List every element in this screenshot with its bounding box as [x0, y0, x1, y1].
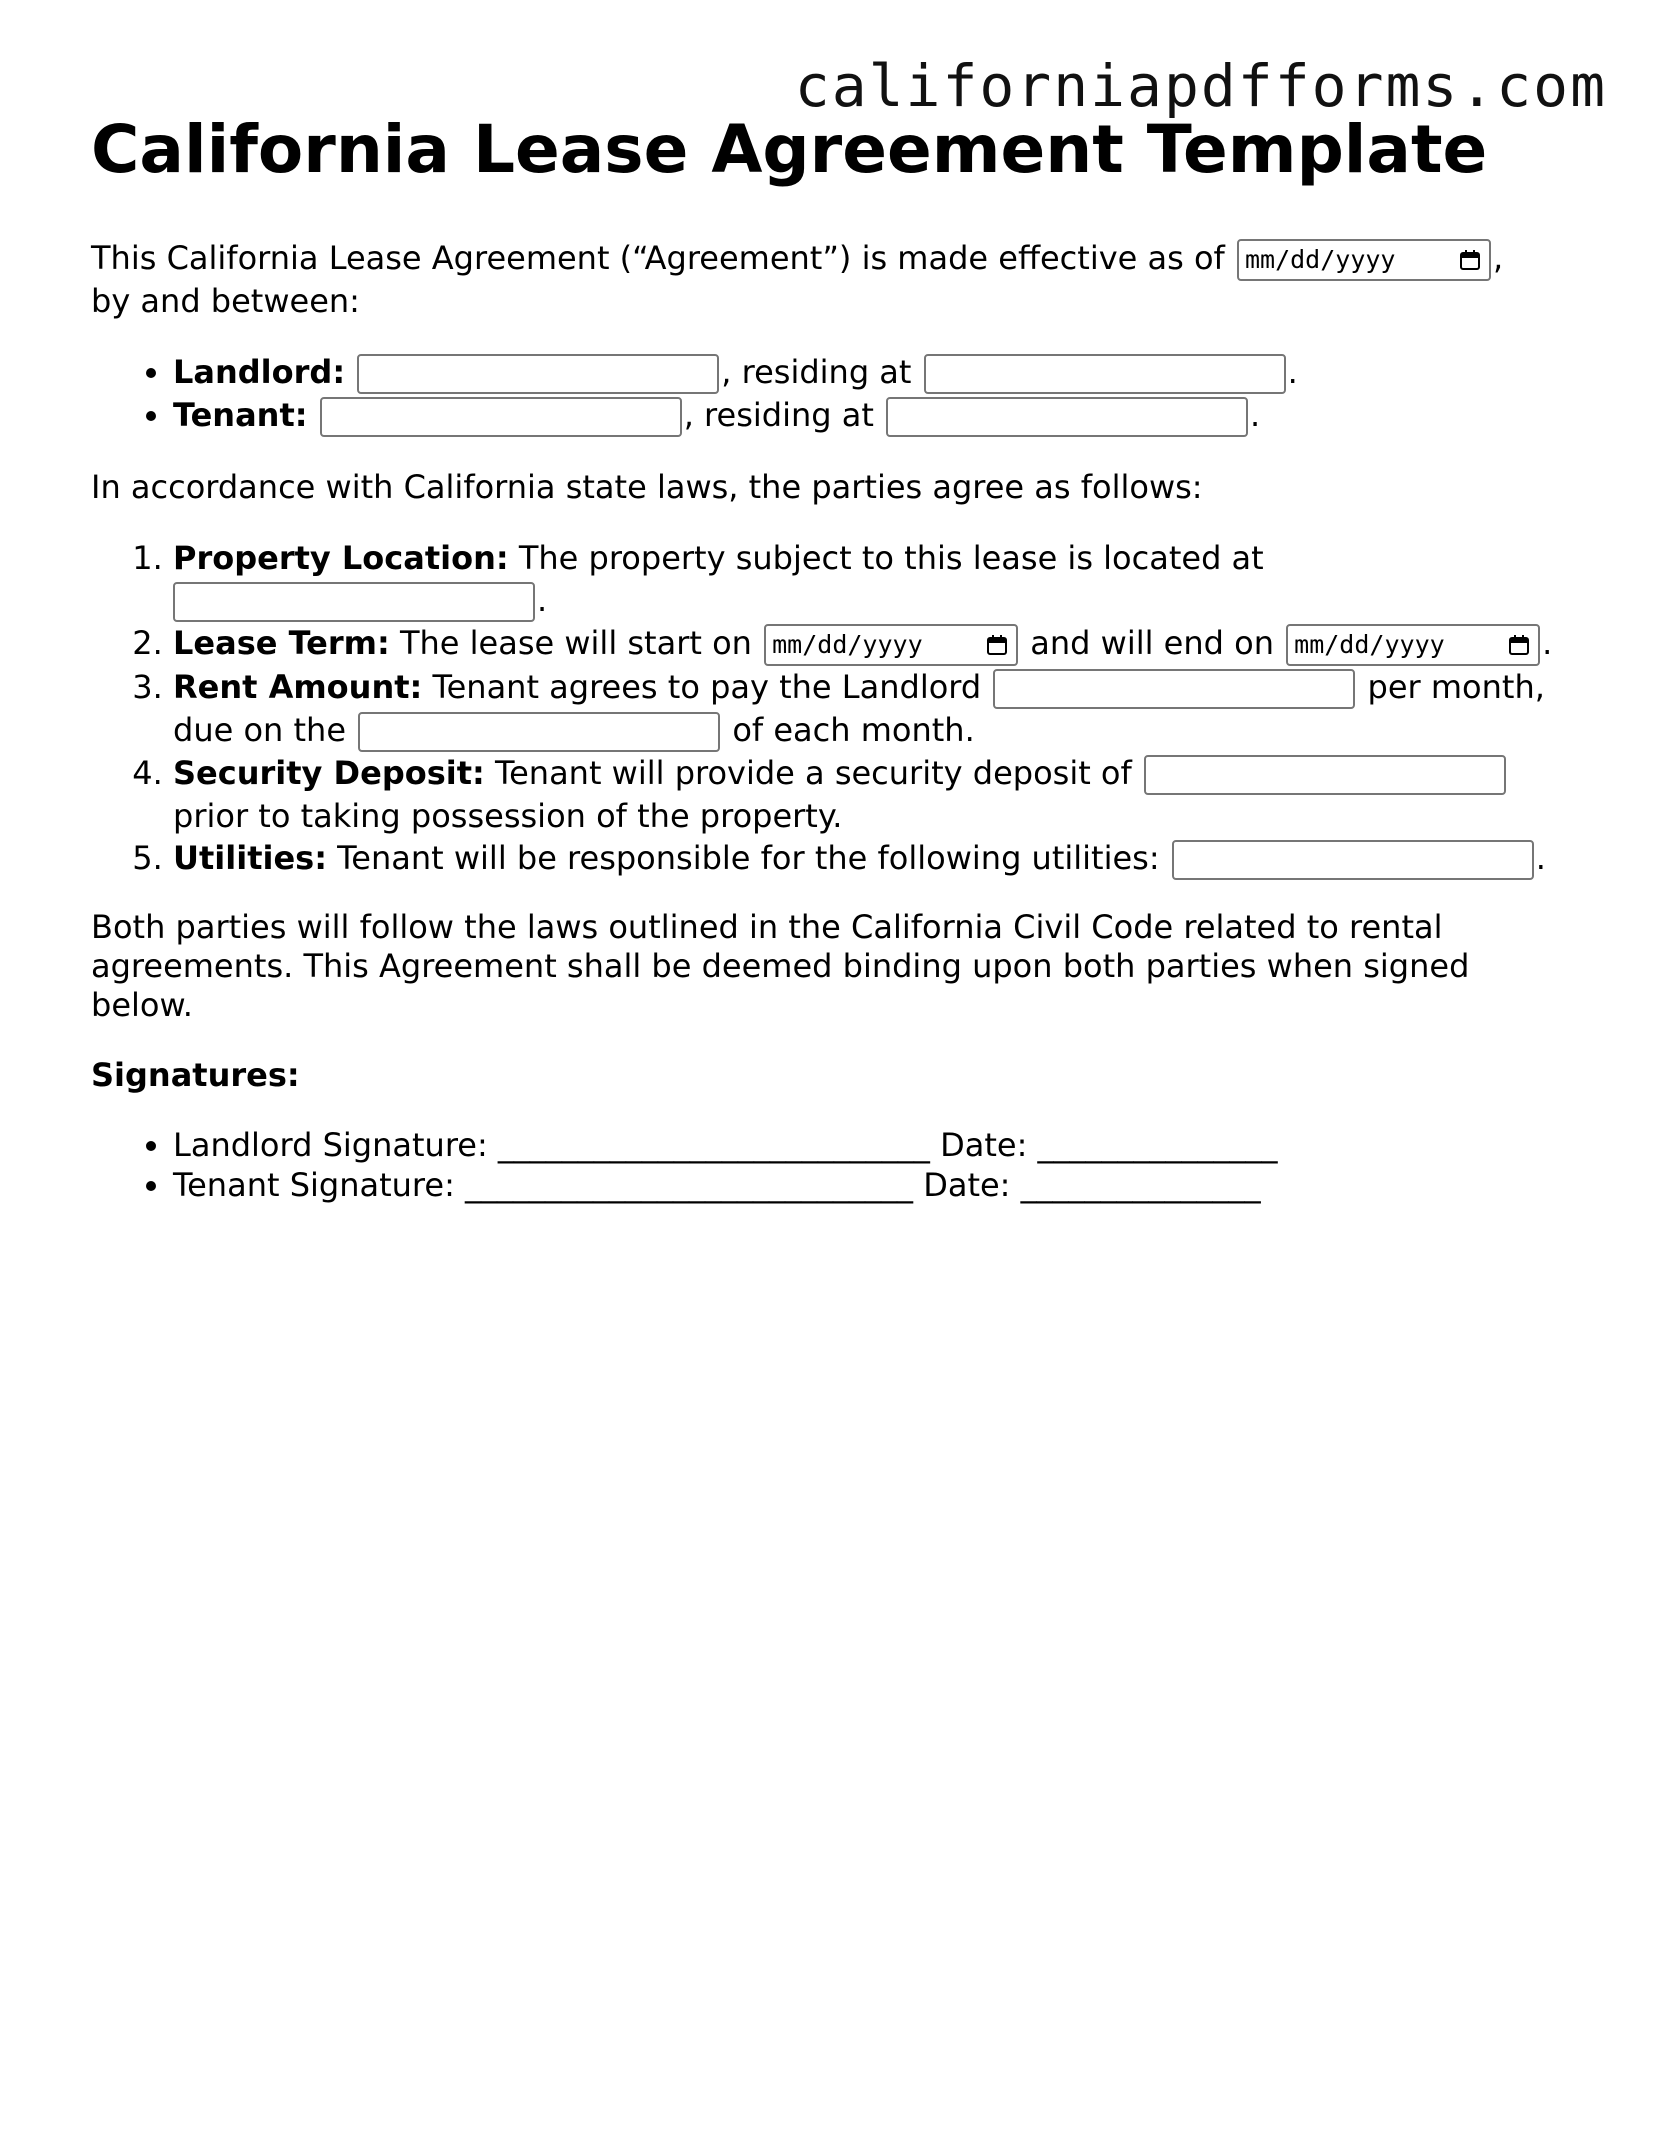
parties-list: [91, 351, 1571, 437]
calendar-icon: [1459, 249, 1481, 271]
property-location-input[interactable]: [173, 582, 535, 622]
calendar-icon: [986, 634, 1008, 656]
deposit-label: Security Deposit:: [173, 754, 485, 792]
rent-text: Tenant agrees to pay the Landlord: [432, 668, 982, 706]
date-placeholder: mm/dd/yyyy: [1294, 630, 1445, 659]
rent-due-day-input[interactable]: [358, 712, 720, 752]
intro-text: This California Lease Agreement (“Agreement”) is made effective as of: [91, 239, 1225, 277]
tenant-label: Tenant:: [173, 396, 308, 434]
term-rent-amount: [173, 666, 1571, 752]
landlord-name-input[interactable]: [357, 354, 719, 394]
lease-start-date-input[interactable]: [764, 624, 1018, 666]
utilities-label: Utilities:: [173, 839, 327, 877]
term-lease-term: [173, 622, 1571, 666]
landlord-period: .: [1287, 353, 1298, 391]
property-label: Property Location:: [173, 539, 509, 577]
lease-term-label: Lease Term:: [173, 624, 390, 662]
rent-per-month-text: per month,: [1367, 668, 1545, 706]
calendar-icon: [1508, 634, 1530, 656]
intro-paragraph: [91, 238, 1571, 321]
lease-end-date-input[interactable]: [1286, 624, 1540, 666]
deposit-prior-text: prior to taking possession of the property.: [173, 797, 843, 835]
effective-date-input[interactable]: [1237, 239, 1491, 281]
closing-paragraph: Both parties will follow the laws outlined in the California Civil Code related to rental agreements. This Agreement shall be deemed binding upon both parties when signed below.: [91, 908, 1470, 1024]
term-security-deposit: [173, 752, 1571, 837]
property-period: .: [537, 581, 548, 619]
lease-start-text: The lease will start on: [399, 624, 752, 662]
date-placeholder: mm/dd/yyyy: [1244, 245, 1396, 274]
deposit-text: Tenant will provide a security deposit of: [494, 754, 1132, 792]
utilities-input[interactable]: [1172, 840, 1534, 880]
intro-comma: ,: [1492, 239, 1504, 277]
tenant-name-input[interactable]: [320, 397, 682, 437]
signatures-list: [91, 1125, 1571, 1205]
utilities-period: .: [1535, 839, 1546, 877]
terms-list: [91, 537, 1571, 880]
tenant-period: .: [1250, 396, 1261, 434]
party-landlord: [173, 351, 1571, 394]
rent-amount-input[interactable]: [993, 669, 1355, 709]
tenant-residing-text: , residing at: [683, 396, 874, 434]
rent-label: Rent Amount:: [173, 668, 423, 706]
lease-term-period: .: [1542, 624, 1553, 662]
signatures-heading: Signatures:: [91, 1056, 300, 1094]
term-property-location: [173, 537, 1571, 622]
rent-due-text: due on the: [173, 711, 346, 749]
landlord-signature-line: • Landlord Signature: ___________________________ Date: _______________: [173, 1125, 1571, 1165]
landlord-address-input[interactable]: [924, 354, 1286, 394]
term-utilities: [173, 837, 1571, 880]
date-placeholder: mm/dd/yyyy: [772, 630, 923, 659]
rent-each-month-text: of each month.: [732, 711, 975, 749]
tenant-signature-line: • Tenant Signature: ____________________________ Date: _______________: [173, 1165, 1571, 1205]
intro-line2: by and between:: [91, 282, 360, 320]
tenant-address-input[interactable]: [886, 397, 1248, 437]
site-watermark: californiapdfforms.com: [794, 52, 1607, 120]
landlord-residing-text: , residing at: [721, 353, 912, 391]
landlord-label: Landlord:: [173, 353, 346, 391]
accordance-paragraph: In accordance with California state laws, the parties agree as follows:: [91, 468, 1203, 506]
utilities-text: Tenant will be responsible for the following utilities:: [337, 839, 1160, 877]
lease-document: [91, 110, 1571, 1205]
lease-end-text: and will end on: [1030, 624, 1274, 662]
property-text: The property subject to this lease is located at: [518, 539, 1264, 577]
party-tenant: [173, 394, 1571, 437]
page-title: California Lease Agreement Template: [91, 111, 1488, 188]
security-deposit-input[interactable]: [1144, 755, 1506, 795]
